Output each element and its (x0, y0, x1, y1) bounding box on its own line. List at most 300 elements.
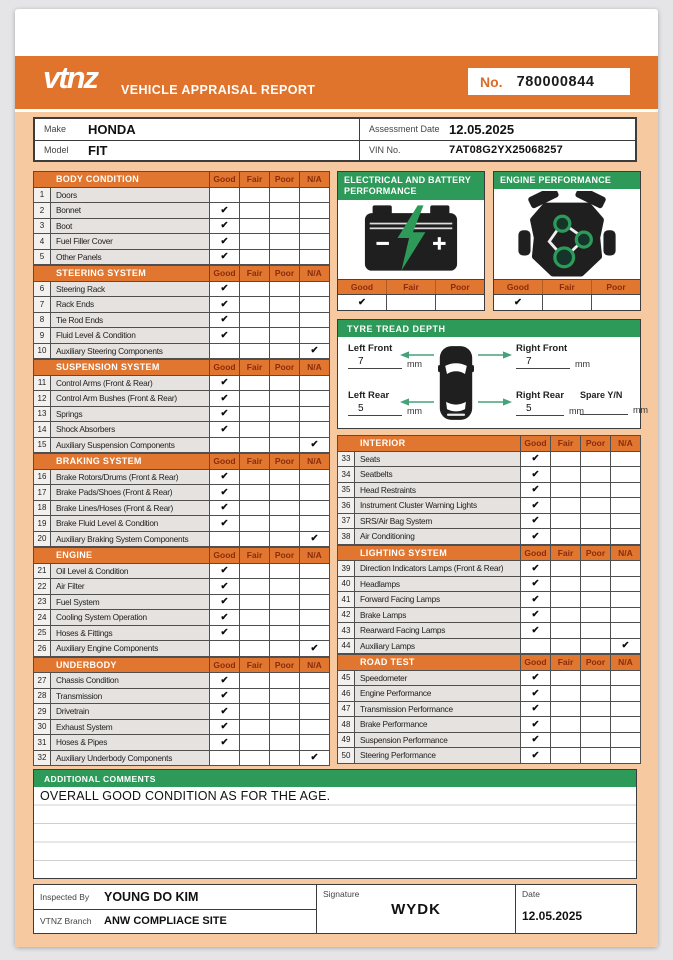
checklist-row (34, 282, 330, 298)
checklist-row (34, 501, 330, 517)
col-poor: Poor (270, 658, 300, 674)
checkbox-poor (270, 626, 300, 642)
row-number: 13 (34, 407, 51, 423)
checkbox-fair (240, 328, 270, 344)
checkbox-poor (270, 376, 300, 392)
checklist-row (34, 234, 330, 250)
row-number: 2 (34, 203, 51, 219)
col-fair: Fair (240, 172, 270, 188)
row-number: 12 (34, 391, 51, 407)
checkbox-poor (581, 639, 611, 655)
checkbox-fair (240, 610, 270, 626)
row-label: Auxiliary Underbody Components (51, 751, 210, 767)
checkbox-na (611, 671, 641, 687)
col-fair: Fair (551, 546, 581, 562)
row-label: Steering Performance (355, 748, 521, 764)
row-label: Chassis Condition (51, 673, 210, 689)
checklist-row (34, 564, 330, 580)
tread-left-rear-value: 5 (348, 403, 402, 416)
checklist-left-column (33, 171, 330, 766)
header-band (15, 56, 658, 109)
checkbox-na (300, 391, 330, 407)
inspected-by-row (34, 885, 316, 910)
comments-area (34, 787, 636, 877)
checkbox-fair (240, 673, 270, 689)
row-number: 11 (34, 376, 51, 392)
checkbox-good: ✔ (210, 203, 240, 219)
checkbox-fair (240, 250, 270, 266)
branch-row (34, 910, 316, 934)
checkbox-na (300, 626, 330, 642)
section-suspension (33, 359, 330, 453)
row-label: Shock Absorbers (51, 422, 210, 438)
checkbox-poor (270, 422, 300, 438)
checkbox-poor (270, 328, 300, 344)
checklist-row (34, 595, 330, 611)
checkbox-good: ✔ (521, 623, 551, 639)
row-label: Auxiliary Engine Components (51, 641, 210, 657)
col-good: Good (210, 360, 240, 376)
checklist-row (34, 328, 330, 344)
checklist-row (34, 422, 330, 438)
row-number: 6 (34, 282, 51, 298)
row-label: Instrument Cluster Warning Lights (355, 498, 521, 514)
checkbox-good (521, 639, 551, 655)
checkbox-na (300, 234, 330, 250)
tread-spare: Spare Y/N mm (580, 390, 648, 415)
row-label: Auxiliary Lamps (355, 639, 521, 655)
checkbox-good: ✔ (210, 579, 240, 595)
row-label: Head Restraints (355, 483, 521, 499)
col-poor: Poor (270, 454, 300, 470)
checkbox-fair (240, 344, 270, 360)
checkbox-poor (581, 702, 611, 718)
checkbox-na (611, 483, 641, 499)
checkbox-good: ✔ (521, 467, 551, 483)
row-number: 30 (34, 720, 51, 736)
row-number: 47 (338, 702, 355, 718)
col-poor: Poor (581, 436, 611, 452)
checkbox-poor (270, 282, 300, 298)
checkbox-na: ✔ (300, 751, 330, 767)
checkbox-good: ✔ (521, 577, 551, 593)
row-number: 37 (338, 514, 355, 530)
checkbox-good: ✔ (210, 564, 240, 580)
col-fair: Fair (551, 436, 581, 452)
checkbox-good: ✔ (521, 717, 551, 733)
col-na: N/A (611, 655, 641, 671)
checkbox-good: ✔ (210, 234, 240, 250)
tyre-tread-title: TYRE TREAD DEPTH (338, 320, 640, 337)
checkbox-good: ✔ (210, 516, 240, 532)
checkbox-na (611, 529, 641, 545)
row-number: 8 (34, 313, 51, 329)
vin-label: VIN No. (369, 145, 401, 156)
checkbox-poor (581, 717, 611, 733)
col-fair: Fair (240, 360, 270, 376)
row-label: Brake Lamps (355, 608, 521, 624)
row-number: 42 (338, 608, 355, 624)
row-label: Drivetrain (51, 704, 210, 720)
section-title: STEERING SYSTEM (51, 266, 210, 282)
checkbox-poor (270, 344, 300, 360)
row-number: 31 (34, 735, 51, 751)
checkbox-poor (581, 686, 611, 702)
checklist-row (338, 561, 641, 577)
checkbox-good: ✔ (210, 391, 240, 407)
car-top-view-icon (438, 342, 474, 424)
checkbox-poor (270, 485, 300, 501)
checkbox-fair (240, 516, 270, 532)
checkbox-poor (581, 748, 611, 764)
checkbox-good: ✔ (521, 514, 551, 530)
row-label: Auxiliary Steering Components (51, 344, 210, 360)
row-label: Steering Rack (51, 282, 210, 298)
checkbox-poor (270, 313, 300, 329)
row-label: Rack Ends (51, 297, 210, 313)
row-number: 24 (34, 610, 51, 626)
date-value: 12.05.2025 (522, 909, 583, 923)
checkbox-fair (551, 452, 581, 468)
checkbox-na (300, 203, 330, 219)
col-na: N/A (300, 360, 330, 376)
section-lighting (337, 545, 641, 655)
assessment-date-value: 12.05.2025 (449, 121, 515, 137)
checkbox-poor (581, 498, 611, 514)
checkbox-poor (270, 720, 300, 736)
row-number: 40 (338, 577, 355, 593)
checklist-row (34, 579, 330, 595)
checkbox-good: ✔ (210, 610, 240, 626)
checkbox-na (611, 514, 641, 530)
row-number: 34 (338, 467, 355, 483)
row-label: Brake Fluid Level & Condition (51, 516, 210, 532)
checkbox-fair (551, 529, 581, 545)
checklist-row (338, 467, 641, 483)
row-number: 49 (338, 733, 355, 749)
section-underbody (33, 657, 330, 767)
branch-value: ANW COMPLIACE SITE (104, 915, 227, 928)
col-good: Good (494, 280, 543, 294)
additional-comments-box (33, 769, 637, 879)
row-number: 23 (34, 595, 51, 611)
make-value: HONDA (88, 121, 136, 137)
checkbox-na: ✔ (300, 344, 330, 360)
checkbox-good: ✔ (210, 595, 240, 611)
col-poor: Poor (581, 655, 611, 671)
checkbox-poor (270, 595, 300, 611)
row-number: 1 (34, 188, 51, 204)
checkbox-poor (270, 391, 300, 407)
checkbox-fair (240, 203, 270, 219)
checklist-row (34, 391, 330, 407)
checkbox-poor (581, 577, 611, 593)
checkbox-fair (240, 313, 270, 329)
row-number: 28 (34, 689, 51, 705)
row-label: Doors (51, 188, 210, 204)
row-label: Suspension Performance (355, 733, 521, 749)
checkbox-poor (581, 608, 611, 624)
col-na: N/A (300, 548, 330, 564)
checkbox-good: ✔ (210, 250, 240, 266)
checkbox-na (300, 501, 330, 517)
row-label: Hoses & Pipes (51, 735, 210, 751)
checkbox-good: ✔ (210, 297, 240, 313)
col-good: Good (210, 658, 240, 674)
checkbox-poor (270, 203, 300, 219)
checklist-row (34, 641, 330, 657)
checkbox-poor (270, 219, 300, 235)
tread-right-front-value: 7 (516, 356, 570, 369)
checkbox-na (300, 282, 330, 298)
col-na: N/A (300, 658, 330, 674)
vtnz-logo: vtnz (43, 60, 97, 95)
row-number: 27 (34, 673, 51, 689)
row-label: Air Filter (51, 579, 210, 595)
col-na: N/A (300, 266, 330, 282)
checkbox-na (611, 467, 641, 483)
engine-icon (515, 191, 619, 277)
vehicle-info-table (33, 117, 637, 162)
checklist-row (34, 219, 330, 235)
checkbox-good (210, 532, 240, 548)
col-good: Good (210, 548, 240, 564)
checkbox-poor (436, 295, 484, 310)
checkbox-good: ✔ (210, 485, 240, 501)
checklist-row (338, 498, 641, 514)
row-number: 20 (34, 532, 51, 548)
row-number: 16 (34, 470, 51, 486)
checkbox-na (611, 717, 641, 733)
checkbox-na (300, 297, 330, 313)
row-label: Auxiliary Braking System Components (51, 532, 210, 548)
col-poor: Poor (270, 360, 300, 376)
checklist-row (34, 516, 330, 532)
checkbox-good (210, 641, 240, 657)
battery-icon (363, 205, 459, 273)
checklist-row (338, 514, 641, 530)
checkbox-poor (581, 623, 611, 639)
checkbox-na: ✔ (300, 438, 330, 454)
checkbox-poor (270, 610, 300, 626)
col-poor: Poor (270, 266, 300, 282)
section-title: LIGHTING SYSTEM (355, 546, 521, 562)
checkbox-fair (240, 297, 270, 313)
section-header (338, 546, 641, 562)
col-na: N/A (300, 454, 330, 470)
tread-right-rear-value: 5 (516, 403, 564, 416)
report-title: VEHICLE APPRAISAL REPORT (121, 83, 316, 97)
col-na: N/A (611, 436, 641, 452)
arrow-right-rear-icon (478, 397, 512, 407)
checkbox-fair (551, 671, 581, 687)
checkbox-fair (240, 438, 270, 454)
checkbox-good: ✔ (521, 592, 551, 608)
assessment-date-label: Assessment Date (369, 124, 440, 135)
row-label: Cooling System Operation (51, 610, 210, 626)
checkbox-poor (270, 297, 300, 313)
checkbox-poor (581, 514, 611, 530)
checkbox-na: ✔ (611, 639, 641, 655)
checkbox-good: ✔ (210, 470, 240, 486)
row-label: Engine Performance (355, 686, 521, 702)
tyre-tread-box (337, 319, 648, 429)
checklist-row (338, 529, 641, 545)
checkbox-good: ✔ (210, 704, 240, 720)
checklist-row (338, 671, 641, 687)
checkbox-na (611, 748, 641, 764)
checkbox-poor (581, 452, 611, 468)
checkbox-fair (387, 295, 436, 310)
checkbox-fair (551, 639, 581, 655)
checkbox-fair (551, 467, 581, 483)
checkbox-na (300, 250, 330, 266)
section-steering (33, 265, 330, 359)
col-na: N/A (300, 172, 330, 188)
checkbox-na (300, 485, 330, 501)
checkbox-fair (240, 501, 270, 517)
checkbox-fair (551, 748, 581, 764)
row-number: 41 (338, 592, 355, 608)
checkbox-good: ✔ (521, 483, 551, 499)
checkbox-good: ✔ (494, 295, 543, 310)
checkbox-na (300, 219, 330, 235)
checkbox-poor (270, 579, 300, 595)
row-number: 45 (338, 671, 355, 687)
checkbox-good: ✔ (210, 328, 240, 344)
checkbox-na (300, 564, 330, 580)
section-header (34, 172, 330, 188)
section-header (34, 658, 330, 674)
checkbox-fair (240, 470, 270, 486)
col-na: N/A (611, 546, 641, 562)
section-header (34, 360, 330, 376)
row-label: SRS/Air Bag System (355, 514, 521, 530)
checklist-row (34, 407, 330, 423)
checkbox-na (611, 686, 641, 702)
checkbox-fair (240, 704, 270, 720)
row-label: Seats (355, 452, 521, 468)
col-fair: Fair (543, 280, 592, 294)
checkbox-poor (270, 501, 300, 517)
row-number: 21 (34, 564, 51, 580)
vin-cell (359, 140, 635, 161)
row-number: 38 (338, 529, 355, 545)
row-label: Exhaust System (51, 720, 210, 736)
checklist-row (34, 376, 330, 392)
checkbox-fair (240, 626, 270, 642)
row-label: Air Conditioning (355, 529, 521, 545)
row-label: Headlamps (355, 577, 521, 593)
checklist-row (34, 297, 330, 313)
signature-cell (316, 885, 515, 933)
checkbox-fair (240, 485, 270, 501)
branch-label: VTNZ Branch (40, 916, 92, 927)
checkbox-na (611, 733, 641, 749)
checklist-row (34, 673, 330, 689)
checkbox-good (210, 751, 240, 767)
row-label: Boot (51, 219, 210, 235)
checkbox-fair (240, 532, 270, 548)
checkbox-na (300, 313, 330, 329)
checkbox-good: ✔ (521, 608, 551, 624)
checkbox-na (611, 623, 641, 639)
col-poor: Poor (436, 280, 484, 294)
checkbox-good: ✔ (210, 735, 240, 751)
checkbox-na (611, 452, 641, 468)
row-number: 15 (34, 438, 51, 454)
checkbox-poor (270, 673, 300, 689)
section-header (34, 548, 330, 564)
row-label: Fluid Level & Condition (51, 328, 210, 344)
section-title: ROAD TEST (355, 655, 521, 671)
checklist-row (34, 751, 330, 767)
checkbox-good: ✔ (210, 673, 240, 689)
checkbox-fair (240, 407, 270, 423)
tread-spare-value (580, 402, 628, 415)
report-number-box (468, 68, 630, 95)
row-label: Bonnet (51, 203, 210, 219)
checkbox-poor (581, 467, 611, 483)
col-fair: Fair (240, 658, 270, 674)
checkbox-good: ✔ (338, 295, 387, 310)
checkbox-fair (240, 689, 270, 705)
model-value: FIT (88, 142, 108, 158)
checkbox-na (300, 470, 330, 486)
checkbox-fair (240, 564, 270, 580)
checkbox-good: ✔ (210, 720, 240, 736)
checkbox-poor (581, 592, 611, 608)
make-label: Make (44, 124, 67, 135)
row-number: 19 (34, 516, 51, 532)
row-label: Fuel System (51, 595, 210, 611)
checkbox-na (611, 577, 641, 593)
checkbox-na (300, 704, 330, 720)
checkbox-fair (551, 623, 581, 639)
col-fair: Fair (240, 266, 270, 282)
inspected-by-value: YOUNG DO KIM (104, 889, 199, 904)
section-title: BRAKING SYSTEM (51, 454, 210, 470)
section-braking (33, 453, 330, 547)
checkbox-fair (551, 561, 581, 577)
report-page (15, 9, 658, 947)
checklist-row (338, 577, 641, 593)
right-column (337, 171, 648, 764)
additional-comments-title: ADDITIONAL COMMENTS (34, 770, 636, 787)
col-good: Good (338, 280, 387, 294)
checkbox-fair (551, 608, 581, 624)
section-engine (33, 547, 330, 657)
section-body-condition (33, 171, 330, 265)
checkbox-good (210, 438, 240, 454)
row-number: 43 (338, 623, 355, 639)
row-label: Fuel Filler Cover (51, 234, 210, 250)
checklist-row (338, 639, 641, 655)
checkbox-good: ✔ (521, 702, 551, 718)
checkbox-good: ✔ (210, 219, 240, 235)
checkbox-good: ✔ (210, 376, 240, 392)
section-header (338, 436, 641, 452)
checkbox-na (611, 561, 641, 577)
row-number: 33 (338, 452, 355, 468)
model-label: Model (44, 145, 69, 156)
row-number: 32 (34, 751, 51, 767)
col-good: Good (210, 266, 240, 282)
checkbox-fair (240, 376, 270, 392)
col-poor: Poor (581, 546, 611, 562)
row-number: 25 (34, 626, 51, 642)
date-label: Date (522, 889, 540, 899)
